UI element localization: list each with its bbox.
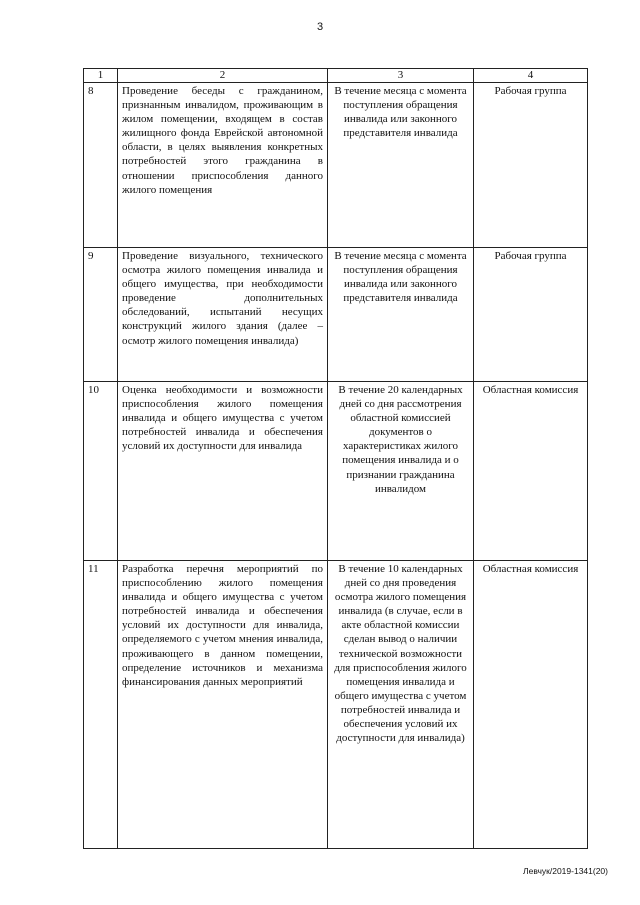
- document-code: Левчук/2019-1341(20): [523, 866, 608, 876]
- header-cell: 1: [84, 69, 118, 83]
- row-description: Проведение визуального, технического осмотра жилого помещения инвалида и общего имущества, при необходимости проведение дополнительных обследований, испытаний несущих конструкций жилого здания (далее – осмотр жилого помещения инвалида): [118, 248, 328, 382]
- table-row: [84, 382, 588, 561]
- row-responsible: Областная комиссия: [474, 382, 588, 561]
- row-number: 10: [84, 382, 118, 561]
- row-number: 11: [84, 561, 118, 849]
- row-number: 9: [84, 248, 118, 382]
- table-row: [84, 83, 588, 248]
- row-term: В течение месяца с момента поступления обращения инвалида или законного представителя инвалида: [328, 248, 474, 382]
- table-row: [84, 561, 588, 849]
- header-cell: 4: [474, 69, 588, 83]
- row-responsible: Рабочая группа: [474, 248, 588, 382]
- row-number: 8: [84, 83, 118, 248]
- row-responsible: Рабочая группа: [474, 83, 588, 248]
- row-description: Разработка перечня мероприятий по приспособлению жилого помещения инвалида и общего имущества с учетом потребностей инвалида и обеспечения условий их доступности для инвалида, определяемого с учетом мнения инвалида, проживающего в данном помещении, определение источников и механизма финансирования данных мероприятий: [118, 561, 328, 849]
- row-term: В течение 10 календарных дней со дня проведения осмотра жилого помещения инвалида (в случае, если в акте областной комиссии сделан вывод о наличии технической возможности для приспособления жилого помещения инвалида и общего имущества с учетом потребностей инвалида и обеспечения условий их доступности для инвалида): [328, 561, 474, 849]
- row-term: В течение месяца с момента поступления обращения инвалида или законного представителя инвалида: [328, 83, 474, 248]
- page-number: 3: [316, 21, 324, 33]
- row-description: Проведение беседы с гражданином, признанным инвалидом, проживающим в жилом помещении, входящем в состав жилищного фонда Еврейской автономной области, в целях выявления конкретных потребностей этого гражданина в отношении приспособления данного жилого помещения: [118, 83, 328, 248]
- row-responsible: Областная комиссия: [474, 561, 588, 849]
- table-row: [84, 248, 588, 382]
- table-header-row: [84, 69, 588, 83]
- row-description: Оценка необходимости и возможности приспособления жилого помещения инвалида и общего имущества с учетом потребностей инвалида и обеспечения условий их доступности для инвалида: [118, 382, 328, 561]
- header-cell: 2: [118, 69, 328, 83]
- row-term: В течение 20 календарных дней со дня рассмотрения областной комиссией документов о характеристиках жилого помещения инвалида и о признании гражданина инвалидом: [328, 382, 474, 561]
- measures-table: [83, 68, 588, 849]
- header-cell: 3: [328, 69, 474, 83]
